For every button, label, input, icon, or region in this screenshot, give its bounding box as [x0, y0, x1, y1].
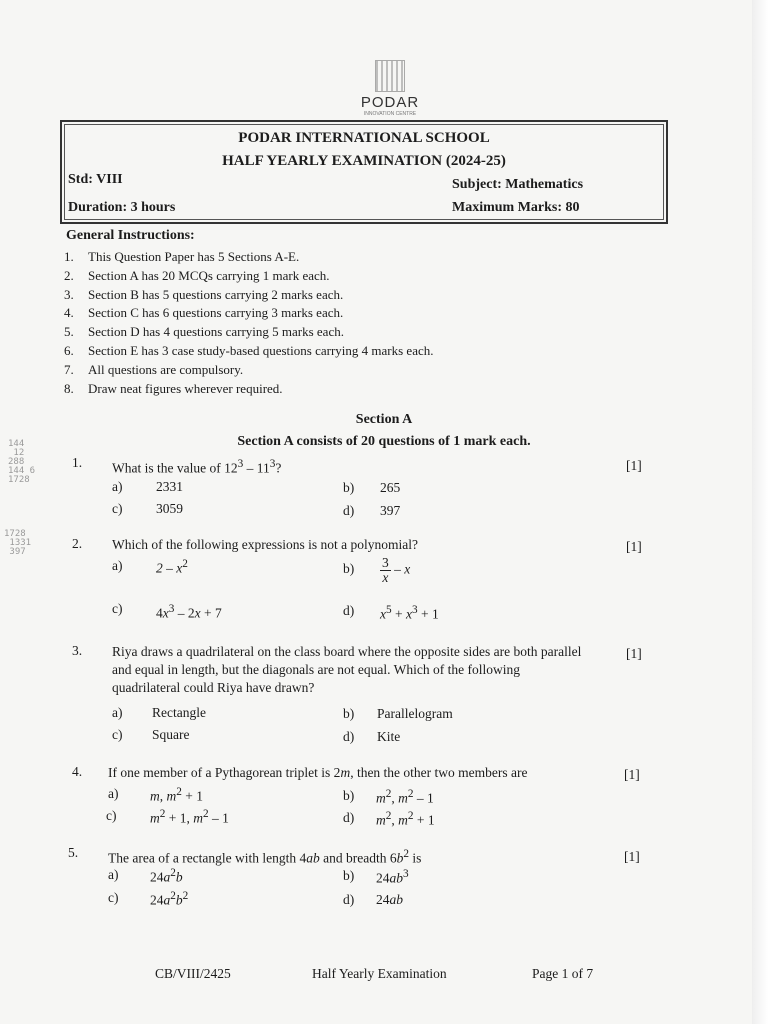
- option-value: $m^2$, $m^2 + 1$: [376, 810, 435, 828]
- option-label: c): [112, 727, 123, 742]
- question-number: 5.: [68, 845, 79, 860]
- option-value: 24ab: [376, 892, 403, 907]
- option-value: 265: [380, 480, 401, 495]
- max-marks-label: Maximum Marks: 80: [452, 200, 580, 215]
- instruction-item: 2. Section A has 20 MCQs carrying 1 mark each.: [64, 267, 330, 283]
- option-label: b): [343, 706, 355, 721]
- option-label: d): [343, 503, 355, 518]
- option-label: b): [343, 788, 355, 803]
- exam-header-box: [60, 120, 668, 224]
- footer-title: Half Yearly Examination: [312, 966, 447, 981]
- option-label: b): [343, 561, 355, 576]
- option-label: d): [343, 810, 355, 825]
- question-text: Which of the following expressions is not a polynomial?: [112, 537, 418, 552]
- option-value: $\frac{3}{x}$ – x: [382, 555, 411, 585]
- option-value: Rectangle: [152, 705, 206, 720]
- option-label: a): [112, 479, 123, 494]
- question-number: 3.: [72, 643, 83, 658]
- logo-name: PODAR: [360, 94, 420, 111]
- section-subtitle: Section A consists of 20 questions of 1 mark each.: [237, 434, 531, 449]
- question-number: 2.: [72, 536, 83, 551]
- option-value: $24a^2b$: [150, 867, 183, 885]
- instruction-item: 4. Section C has 6 questions carrying 3 marks each.: [64, 305, 344, 321]
- option-label: d): [343, 892, 355, 907]
- page-number: Page 1 of 7: [532, 966, 594, 981]
- option-label: a): [108, 786, 119, 801]
- option-label: a): [108, 867, 119, 882]
- option-value: $2 - x^2$: [156, 558, 188, 576]
- option-value: $24ab^3$: [376, 868, 409, 886]
- question-marks: [1]: [626, 539, 642, 554]
- option-label: c): [112, 601, 123, 616]
- option-label: c): [108, 890, 119, 905]
- instruction-item: 6. Section E has 3 case study-based questions carrying 4 marks each.: [64, 342, 434, 358]
- option-label: d): [343, 729, 355, 744]
- question-marks: [1]: [626, 458, 642, 473]
- instruction-item: 7. All questions are compulsory.: [64, 361, 244, 377]
- instruction-item: 1. This Question Paper has 5 Sections A-E.: [64, 249, 300, 264]
- instruction-item: 3. Section B has 5 questions carrying 2 marks each.: [64, 286, 344, 302]
- subject-label: Subject: Mathematics: [452, 177, 584, 192]
- option-label: c): [106, 808, 117, 823]
- question-marks: [1]: [624, 849, 640, 864]
- margin-scribble: 1728 1331 397: [4, 529, 32, 557]
- option-value: m, $m^2 + 1$: [150, 786, 203, 804]
- option-value: 2331: [156, 479, 183, 494]
- question-marks: [1]: [626, 646, 642, 661]
- question-text: If one member of a Pythagorean triplet is 2m, then the other two members are: [108, 765, 528, 780]
- option-value: $24a^2b^2$: [150, 890, 189, 908]
- exam-title: HALF YEARLY EXAMINATION (2024-25): [222, 153, 506, 169]
- option-value: $m^2$, $m^2 - 1$: [376, 788, 434, 806]
- logo-emblem-icon: [375, 60, 405, 92]
- option-value: Parallelogram: [377, 706, 453, 721]
- question-text: The area of a rectangle with length 4ab and breadth $6b^2$ is: [108, 848, 422, 866]
- option-value: 3059: [156, 501, 183, 516]
- footer-code: CB/VIII/2425: [155, 966, 231, 981]
- instruction-item: 5. Section D has 4 questions carrying 5 marks each.: [64, 324, 344, 340]
- margin-scribble: 144 12 288 144 6 1728: [8, 439, 36, 485]
- question-number: 4.: [72, 764, 83, 779]
- option-label: a): [112, 705, 123, 720]
- standard-label: Std: VIII: [68, 172, 123, 187]
- option-value: 397: [380, 503, 401, 518]
- page-edge-shadow: [752, 0, 768, 1024]
- instruction-item: 8. Draw neat figures wherever required.: [64, 380, 283, 396]
- logo-tagline: INNOVATION CENTRE: [363, 111, 417, 117]
- option-value: Kite: [377, 729, 401, 744]
- instructions-title: General Instructions:: [66, 228, 195, 243]
- option-value: $4x^3 - 2x + 7$: [156, 603, 222, 621]
- instructions-list: [64, 248, 433, 398]
- option-value: $m^2 + 1$, $m^2 - 1$: [150, 808, 229, 826]
- option-value: $x^5 + x^3 + 1$: [380, 604, 439, 622]
- question-number: 1.: [72, 455, 83, 470]
- option-label: b): [343, 868, 355, 883]
- question-marks: [1]: [624, 767, 640, 782]
- school-name: PODAR INTERNATIONAL SCHOOL: [238, 130, 490, 146]
- question-text: Riya draws a quadrilateral on the class board where the opposite sides are both parallel and equal in length, but the diagonals are not equal. Which of the following quadrilateral could Riya have drawn?: [112, 644, 582, 695]
- question-text: What is the value of $12^3 - 11^3$?: [112, 458, 282, 476]
- option-value: Square: [152, 727, 190, 742]
- option-label: a): [112, 558, 123, 573]
- option-label: d): [343, 603, 355, 618]
- school-logo: [340, 60, 440, 117]
- option-label: b): [343, 480, 355, 495]
- section-title: Section A: [355, 412, 413, 427]
- option-label: c): [112, 501, 123, 516]
- duration-label: Duration: 3 hours: [68, 200, 176, 215]
